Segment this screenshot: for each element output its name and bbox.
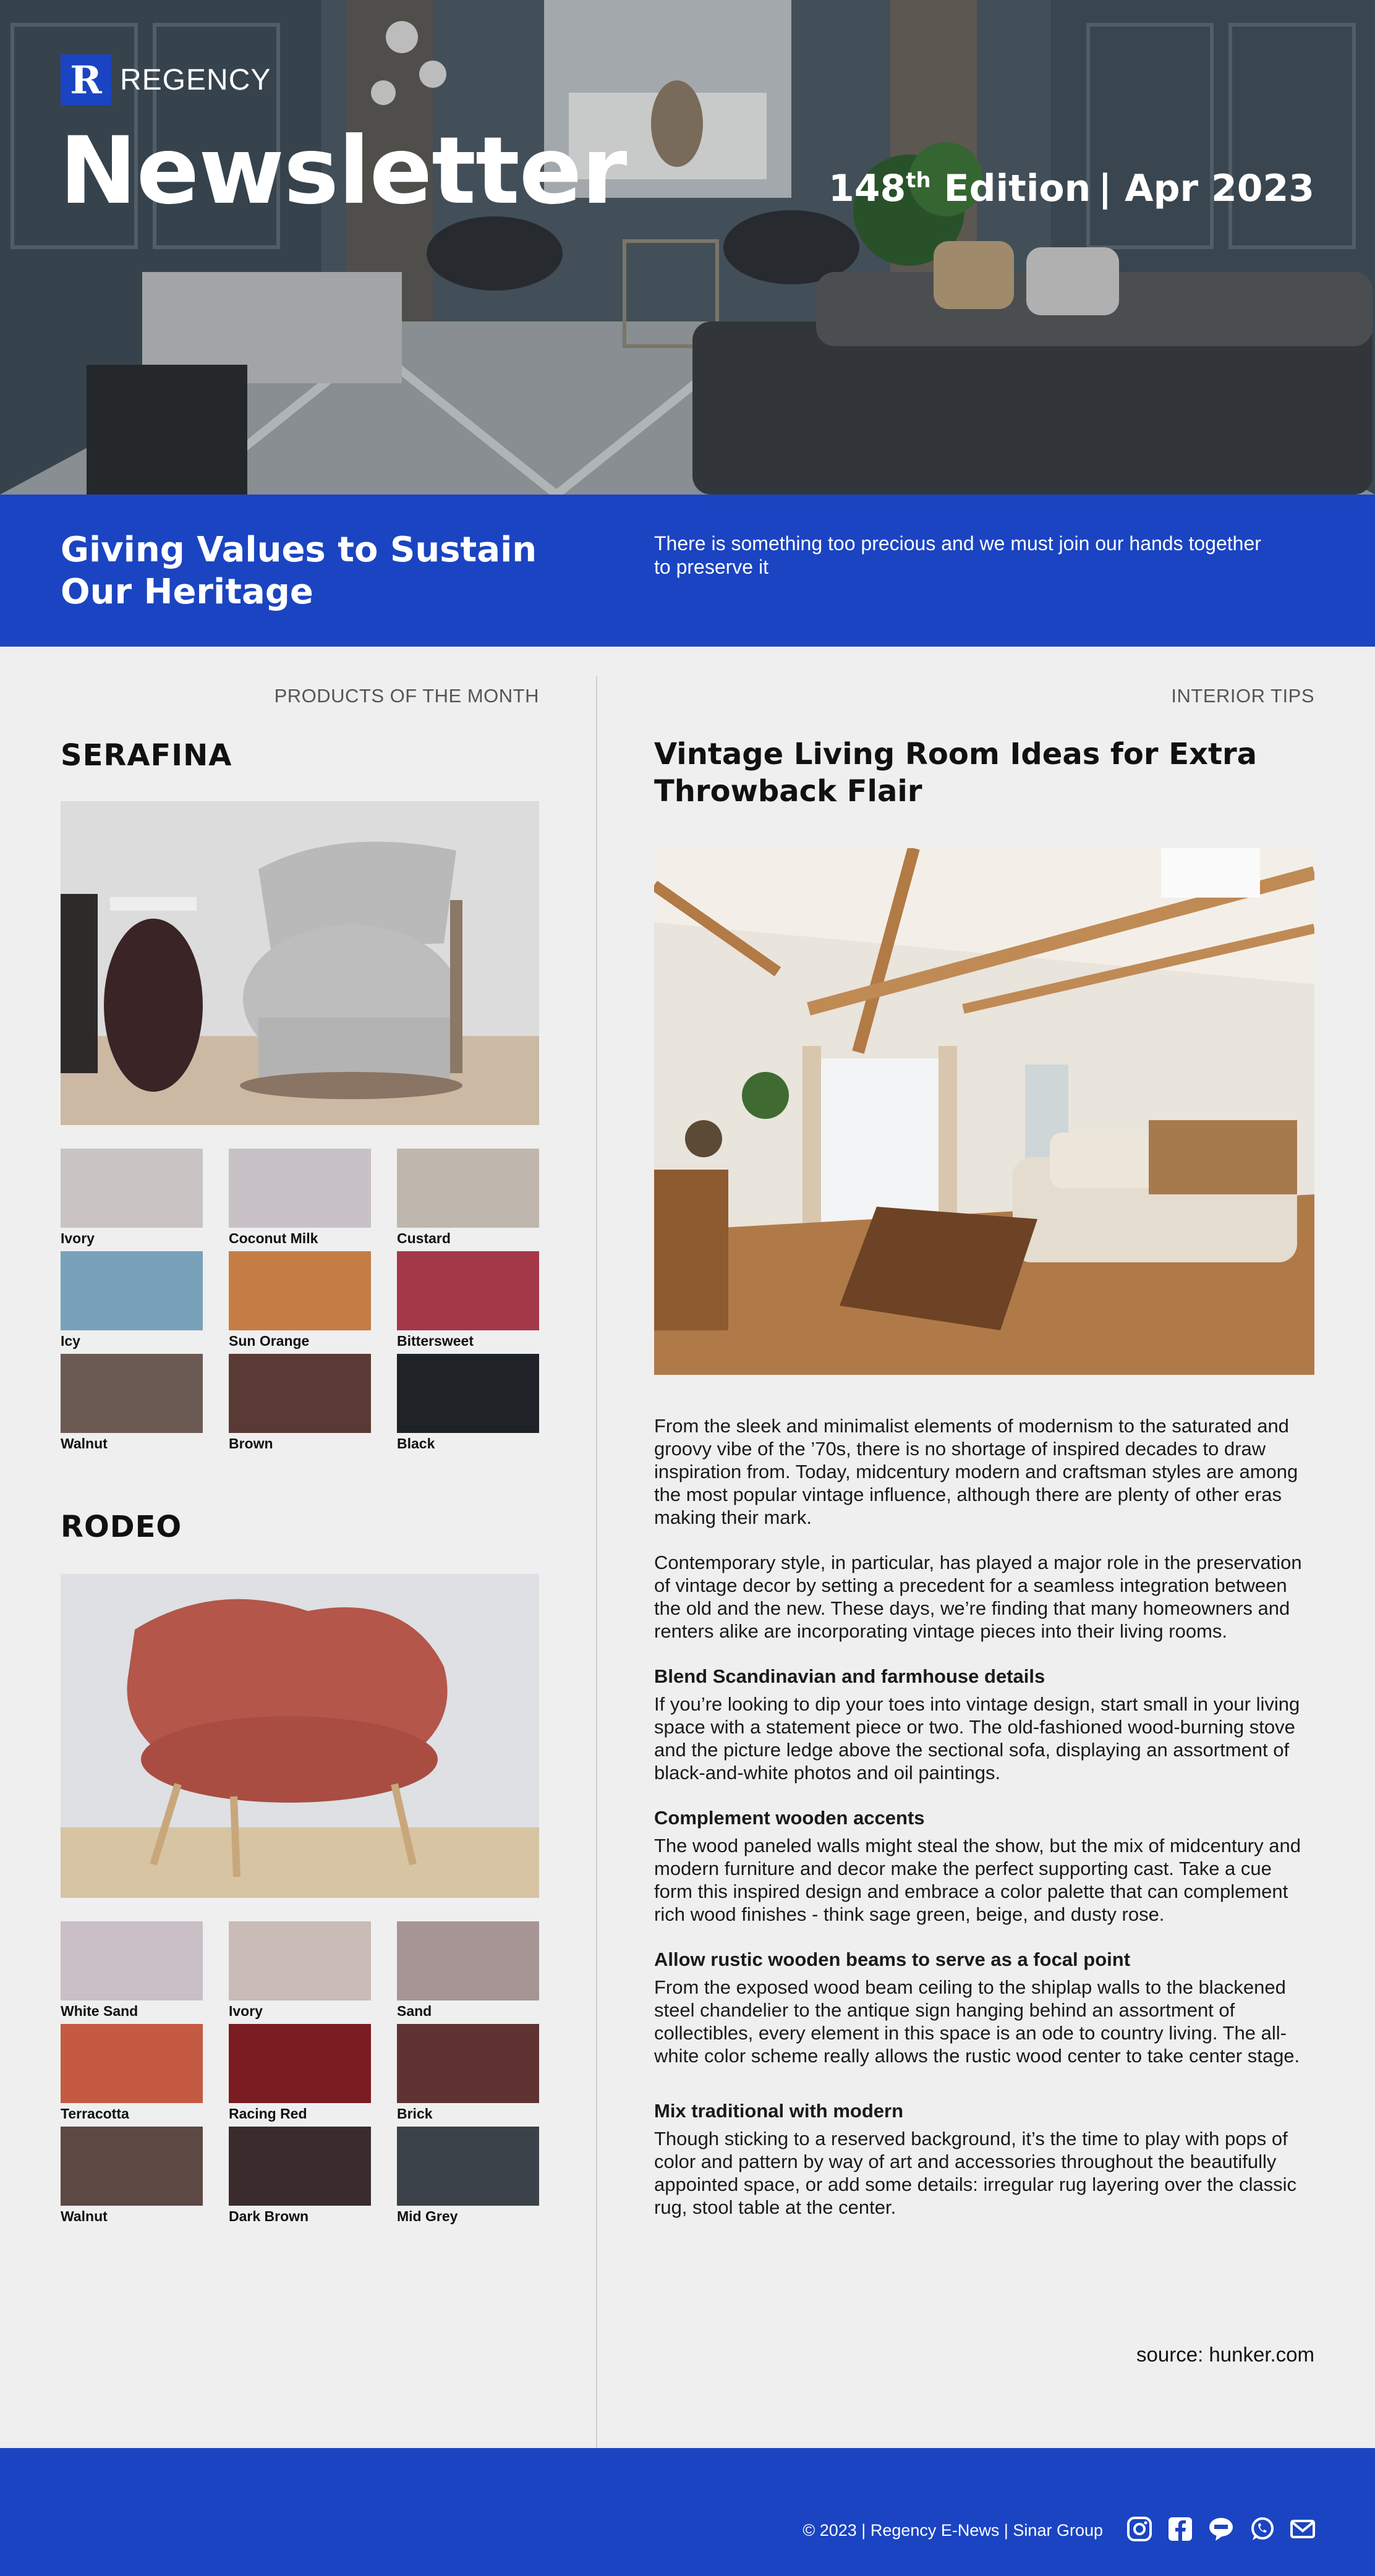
swatch[interactable] <box>61 1149 203 1251</box>
social-links <box>1126 2516 1316 2542</box>
swatch-chip <box>397 1354 539 1433</box>
swatch[interactable] <box>397 1149 539 1251</box>
swatch[interactable] <box>229 2024 371 2127</box>
article-intro-1: From the sleek and minimalist elements of modernism to the saturated and groovy vibe of the ’70s, there is no shortage of inspired decades to draw inspiration from. Today, midcentury modern and craftsman styles are among the most popular vintage influence, although there are plenty of other eras making their mark. <box>654 1415 1298 1528</box>
tagline-title: Giving Values to Sustain Our Heritage <box>61 530 537 612</box>
swatch[interactable] <box>61 2024 203 2127</box>
brand-logo <box>61 54 271 105</box>
tip-text: The wood paneled walls might steal the show, but the mix of midcentury and modern furniture and decor make the perfect supporting cast. Take a cue form this inspired design and embrace a color palette that can complement rich wood finishes - think sage green, beige, and dusty rose. <box>654 1835 1301 1925</box>
tip-heading: Blend Scandinavian and farmhouse details <box>654 1665 1045 1687</box>
newsletter-title: Newsletter <box>59 117 627 225</box>
swatch-chip <box>397 1149 539 1228</box>
swatch-chip <box>61 1251 203 1330</box>
hero-banner <box>0 0 1375 495</box>
tip-heading: Complement wooden accents <box>654 1807 925 1829</box>
swatch-label: Dark Brown <box>229 2208 309 2224</box>
living-room-photo <box>654 848 1314 1375</box>
product-name-serafina: SERAFINA <box>61 738 232 773</box>
mail-icon[interactable] <box>1290 2516 1316 2542</box>
tagline-band <box>0 495 1375 647</box>
swatch-label: Racing Red <box>229 2106 307 2122</box>
tip-heading: Mix traditional with modern <box>654 2100 904 2122</box>
products-section-label: PRODUCTS OF THE MONTH <box>274 685 539 707</box>
swatch-label: Ivory <box>229 2003 263 2019</box>
article-source: source: hunker.com <box>1136 2343 1314 2366</box>
swatch-chip <box>397 2024 539 2103</box>
line-icon[interactable] <box>1208 2516 1234 2542</box>
serafina-chair-image <box>61 801 539 1125</box>
swatch-label: Icy <box>61 1333 80 1349</box>
swatch[interactable] <box>397 1921 539 2024</box>
swatch[interactable] <box>229 1149 371 1251</box>
swatch-chip <box>229 1921 371 2000</box>
swatch-label: Ivory <box>61 1230 95 1246</box>
swatch-label: Sand <box>397 2003 432 2019</box>
swatch-label: Custard <box>397 1230 451 1246</box>
article-body <box>654 1414 1314 2241</box>
tip-heading: Allow rustic wooden beams to serve as a focal point <box>654 1949 1131 1970</box>
swatch-chip <box>229 1251 371 1330</box>
swatch-chip <box>229 1149 371 1228</box>
swatch-label: Walnut <box>61 2208 108 2224</box>
edition-label: Edition <box>930 167 1091 210</box>
swatch-chip <box>397 1921 539 2000</box>
swatch-chip <box>397 2127 539 2206</box>
footer-copyright: © 2023 | Regency E-News | Sinar Group <box>802 2521 1103 2540</box>
tagline-text: There is something too precious and we must join our hands together to preserve it <box>654 532 1261 578</box>
living-room-image <box>654 848 1314 1375</box>
swatch-chip <box>229 2024 371 2103</box>
rodeo-chair-image <box>61 1574 539 1898</box>
tip-text: From the exposed wood beam ceiling to the shiplap walls to the blackened steel chandelier to the antique sign hanging behind an assortment of collectibles, every element in this space is an ode to country living. The all-white color scheme really allows the rustic wood center to take center stage. <box>654 1976 1300 2067</box>
footer <box>0 2448 1375 2576</box>
rodeo-photo <box>61 1574 539 1898</box>
swatch[interactable] <box>61 1251 203 1354</box>
facebook-icon[interactable] <box>1167 2516 1193 2542</box>
swatch-label: Walnut <box>61 1435 108 1452</box>
swatch[interactable] <box>397 1354 539 1456</box>
swatch-label: Coconut Milk <box>229 1230 318 1246</box>
swatch[interactable] <box>397 2024 539 2127</box>
swatch-label: Black <box>397 1435 435 1452</box>
swatch-label: Terracotta <box>61 2106 129 2122</box>
product-name-rodeo: RODEO <box>61 1510 182 1544</box>
brand-name: REGENCY <box>120 63 271 96</box>
instagram-icon[interactable] <box>1126 2516 1152 2542</box>
swatch-label: Brick <box>397 2106 433 2122</box>
tip-text: Though sticking to a reserved background, it’s the time to play with pops of color and pattern by way of art and accessories throughout the beautifully appointed space, or add some details: irregular rug layering over the classic rug, stool table at the center. <box>654 2128 1297 2218</box>
swatch-label: Mid Grey <box>397 2208 458 2224</box>
swatch[interactable] <box>229 1354 371 1456</box>
edition-info <box>828 167 1314 210</box>
serafina-swatches <box>61 1149 539 1456</box>
edition-date: | Apr 2023 <box>1098 167 1314 210</box>
swatch-label: Brown <box>229 1435 273 1452</box>
tip-text: If you’re looking to dip your toes into vintage design, start small in your living space with a statement piece or two. The old-fashioned wood-burning stove and the picture ledge above the sectional sofa, displaying an assortment of black-and-white photos and oil paintings. <box>654 1693 1300 1783</box>
article-title: Vintage Living Room Ideas for Extra Throwback Flair <box>654 737 1257 809</box>
swatch-chip <box>229 1354 371 1433</box>
swatch-chip <box>229 2127 371 2206</box>
column-divider <box>596 676 597 2448</box>
regency-logo-icon: R <box>61 54 111 105</box>
serafina-photo <box>61 801 539 1125</box>
swatch-chip <box>397 1251 539 1330</box>
tips-section-label: INTERIOR TIPS <box>1171 685 1314 707</box>
article-intro-2: Contemporary style, in particular, has played a major role in the preservation of vintage decor by setting a precedent for a seamless integration between the old and the new. These days, we’re finding that many homeowners and renters alike are incorporating vintage pieces into their living rooms. <box>654 1552 1302 1642</box>
swatch-label: Bittersweet <box>397 1333 474 1349</box>
swatch-label: Sun Orange <box>229 1333 310 1349</box>
swatch[interactable] <box>397 2127 539 2229</box>
swatch[interactable] <box>61 1354 203 1456</box>
swatch-label: White Sand <box>61 2003 138 2019</box>
swatch[interactable] <box>61 1921 203 2024</box>
swatch[interactable] <box>397 1251 539 1354</box>
swatch[interactable] <box>229 1251 371 1354</box>
swatch[interactable] <box>229 2127 371 2229</box>
swatch-chip <box>61 1354 203 1433</box>
swatch[interactable] <box>229 1921 371 2024</box>
swatch[interactable] <box>61 2127 203 2229</box>
edition-suffix: th <box>906 168 931 193</box>
whatsapp-icon[interactable] <box>1249 2516 1275 2542</box>
edition-number: 148 <box>828 167 906 210</box>
swatch-chip <box>61 1149 203 1228</box>
swatch-chip <box>61 2127 203 2206</box>
swatch-chip <box>61 2024 203 2103</box>
rodeo-swatches <box>61 1921 539 2229</box>
swatch-chip <box>61 1921 203 2000</box>
